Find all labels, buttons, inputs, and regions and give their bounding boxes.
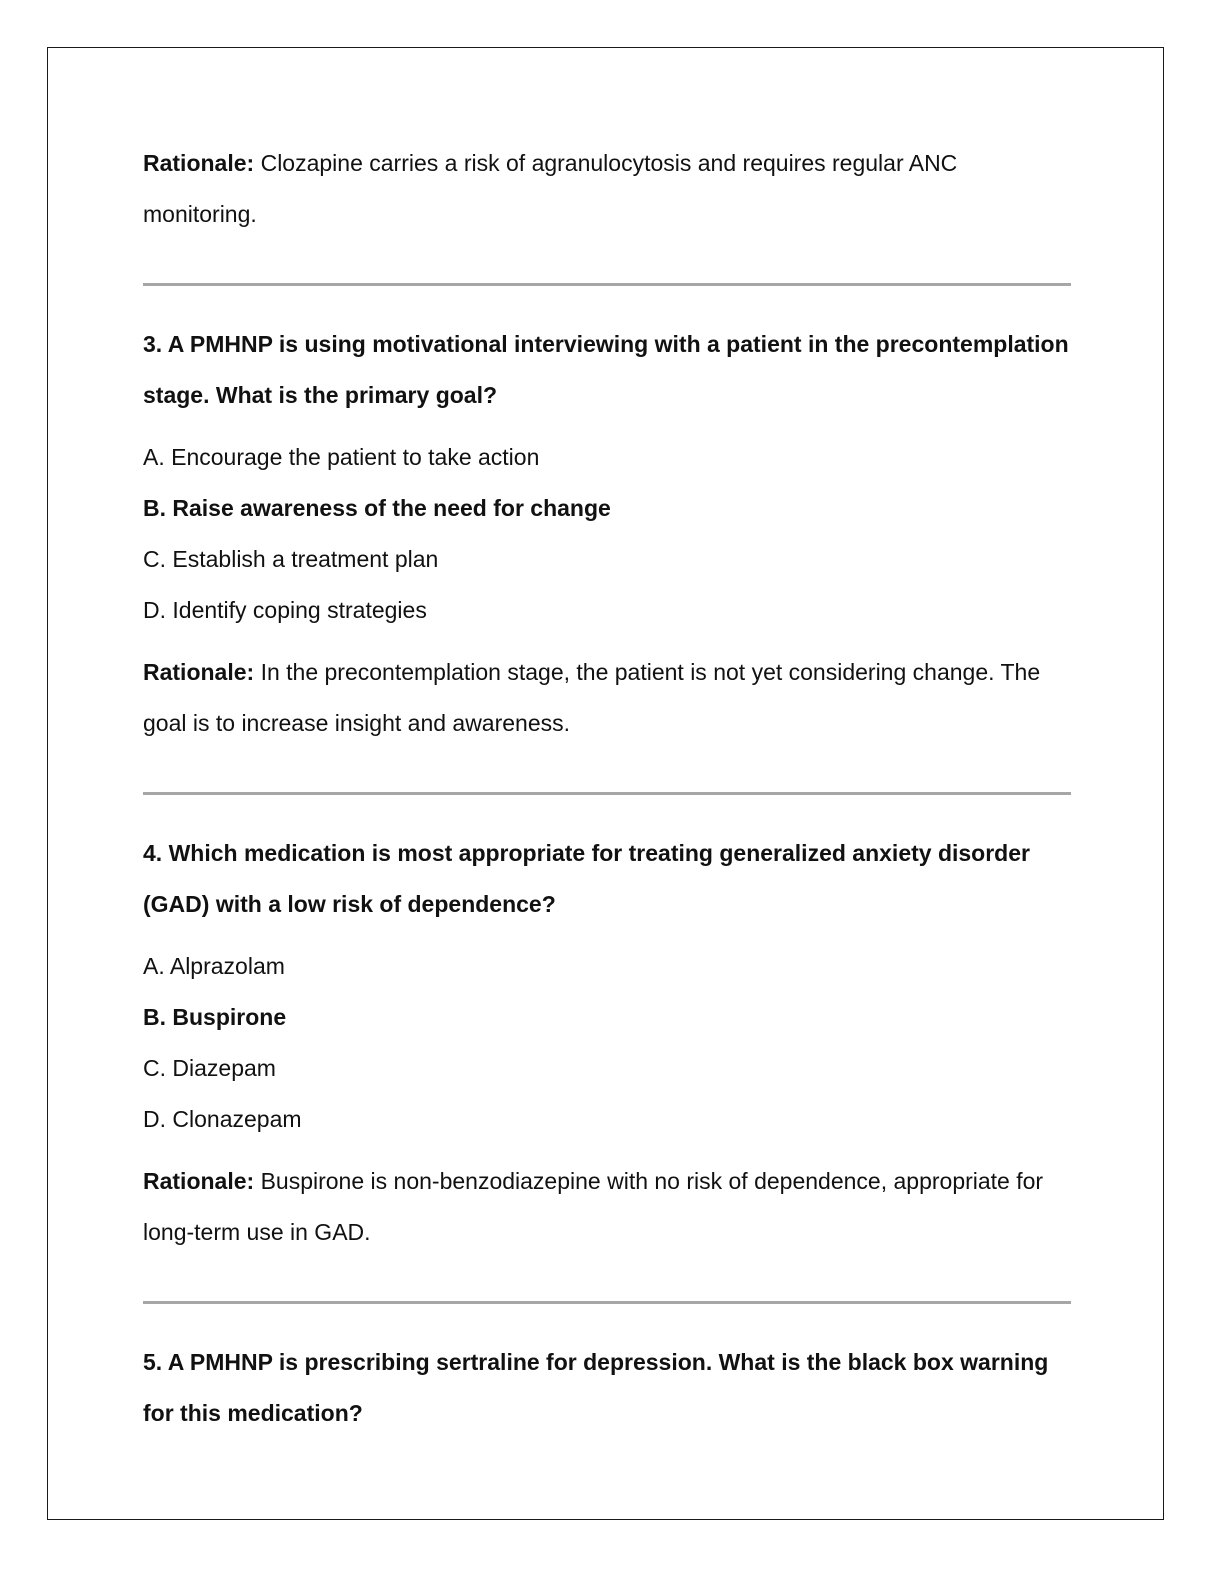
question-stem: 4. Which medication is most appropriate for treating generalized anxiety disorder (GAD) with a low risk of dependence?: [143, 840, 1030, 917]
rationale-label: Rationale:: [143, 1168, 255, 1194]
answer-option-b-correct: B. Buspirone: [143, 1004, 287, 1030]
question-stem: 5. A PMHNP is prescribing sertraline for depression. What is the black box warning for this medication?: [143, 1349, 1049, 1426]
answer-option-c: C. Establish a treatment plan: [143, 546, 439, 572]
rationale-label: Rationale:: [143, 150, 255, 176]
question-stem: 3. A PMHNP is using motivational interviewing with a patient in the precontemplation stage. What is the primary goal?: [143, 331, 1069, 408]
answer-option-a: A. Alprazolam: [143, 953, 285, 979]
answer-option-a: A. Encourage the patient to take action: [143, 444, 540, 470]
answer-option-d: D. Clonazepam: [143, 1106, 302, 1132]
previous-rationale: [143, 138, 1071, 240]
answer-option-b-correct: B. Raise awareness of the need for change: [143, 495, 611, 521]
section-divider: [143, 792, 1071, 795]
section-divider: [143, 283, 1071, 286]
question-block-4: [143, 828, 1071, 1258]
answer-option-c: C. Diazepam: [143, 1055, 276, 1081]
rationale-text: Clozapine carries a risk of agranulocytosis and requires regular ANC monitoring.: [143, 150, 958, 227]
rationale: [143, 647, 1071, 749]
rationale-text: In the precontemplation stage, the patient is not yet considering change. The goal is to increase insight and awareness.: [143, 659, 1041, 736]
question-block-3: [143, 319, 1071, 749]
document-content: [143, 138, 1071, 1450]
rationale-label: Rationale:: [143, 659, 255, 685]
answer-option-d: D. Identify coping strategies: [143, 597, 427, 623]
rationale-text: Buspirone is non-benzodiazepine with no risk of dependence, appropriate for long-term use in GAD.: [143, 1168, 1044, 1245]
question-block-5: [143, 1337, 1071, 1439]
section-divider: [143, 1301, 1071, 1304]
rationale: [143, 1156, 1071, 1258]
